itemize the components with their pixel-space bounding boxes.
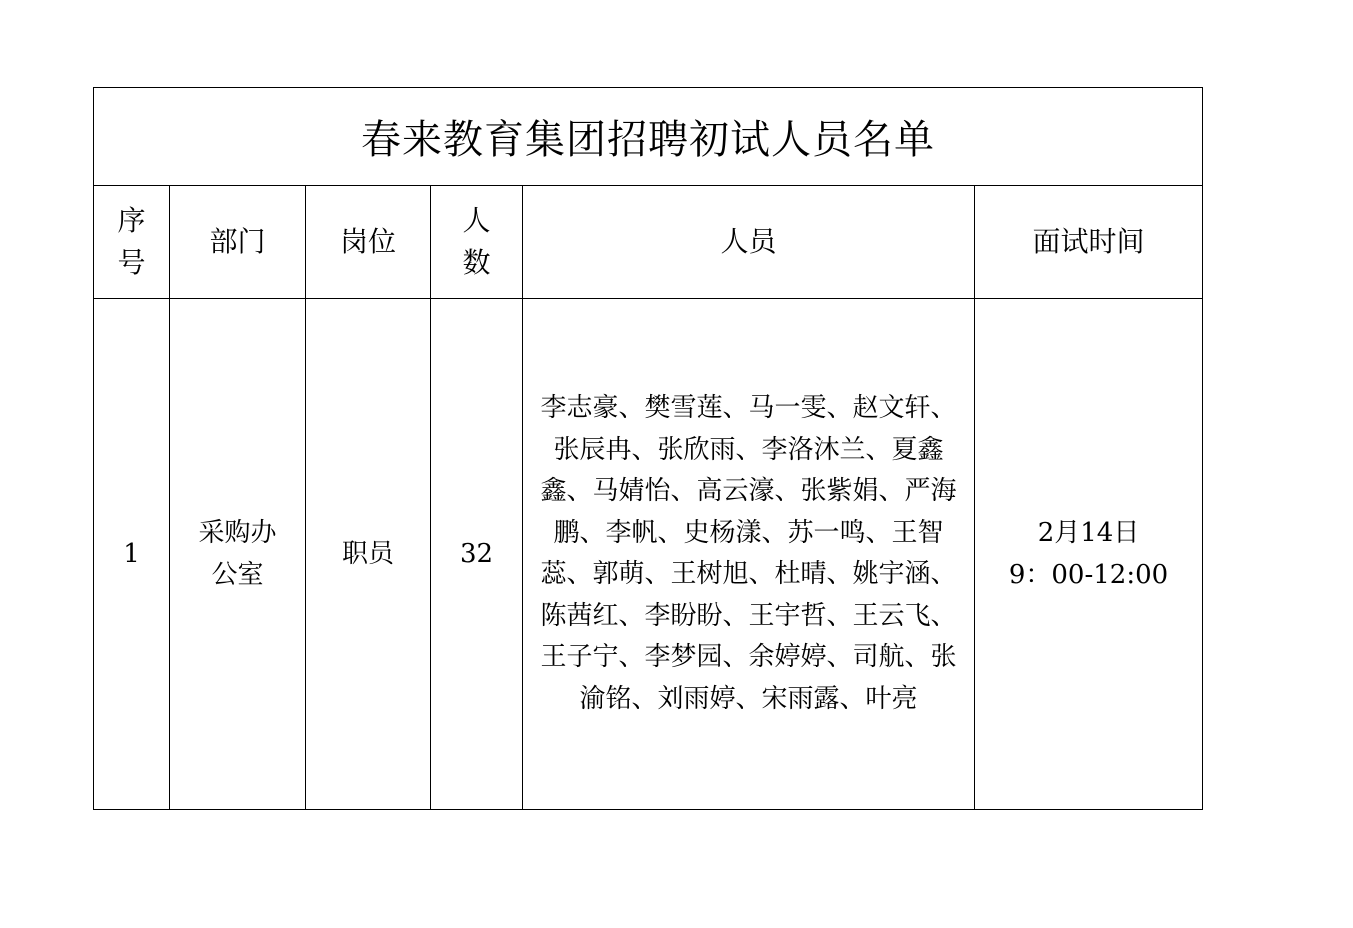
cell-interview-time xyxy=(975,299,1203,810)
cell-department: 采购办公室 xyxy=(170,299,306,810)
cell-people xyxy=(523,299,975,810)
header-department: 部门 xyxy=(170,186,306,299)
table-row xyxy=(94,299,1203,810)
cell-count: 32 xyxy=(431,299,523,810)
header-count: 人数 xyxy=(431,186,523,299)
header-people: 人员 xyxy=(523,186,975,299)
header-row xyxy=(94,186,1203,299)
interview-time-range: 9：00-12:00 xyxy=(1008,560,1169,590)
interview-date: 2月14日 xyxy=(1037,518,1140,548)
recruitment-table xyxy=(93,87,1203,810)
people-list: 李志豪、樊雪莲、马一雯、赵文轩、张辰冉、张欣雨、李洛沐兰、夏鑫鑫、马婧怡、高云濠、张紫娟、严海鹏、李帆、史杨漾、苏一鸣、王智蕊、郭萌、王树旭、杜晴、姚宇涵、陈茜红、李盼盼、王宇哲、王云飞、王子宁、李梦园、余婷婷、司航、张渝铭、刘雨婷、宋雨露、叶亮 xyxy=(540,393,957,714)
cell-position: 职员 xyxy=(306,299,431,810)
header-interview-time: 面试时间 xyxy=(975,186,1203,299)
document-title: 春来教育集团招聘初试人员名单 xyxy=(94,88,1203,186)
cell-index: 1 xyxy=(94,299,170,810)
header-index: 序号 xyxy=(94,186,170,299)
header-position: 岗位 xyxy=(306,186,431,299)
